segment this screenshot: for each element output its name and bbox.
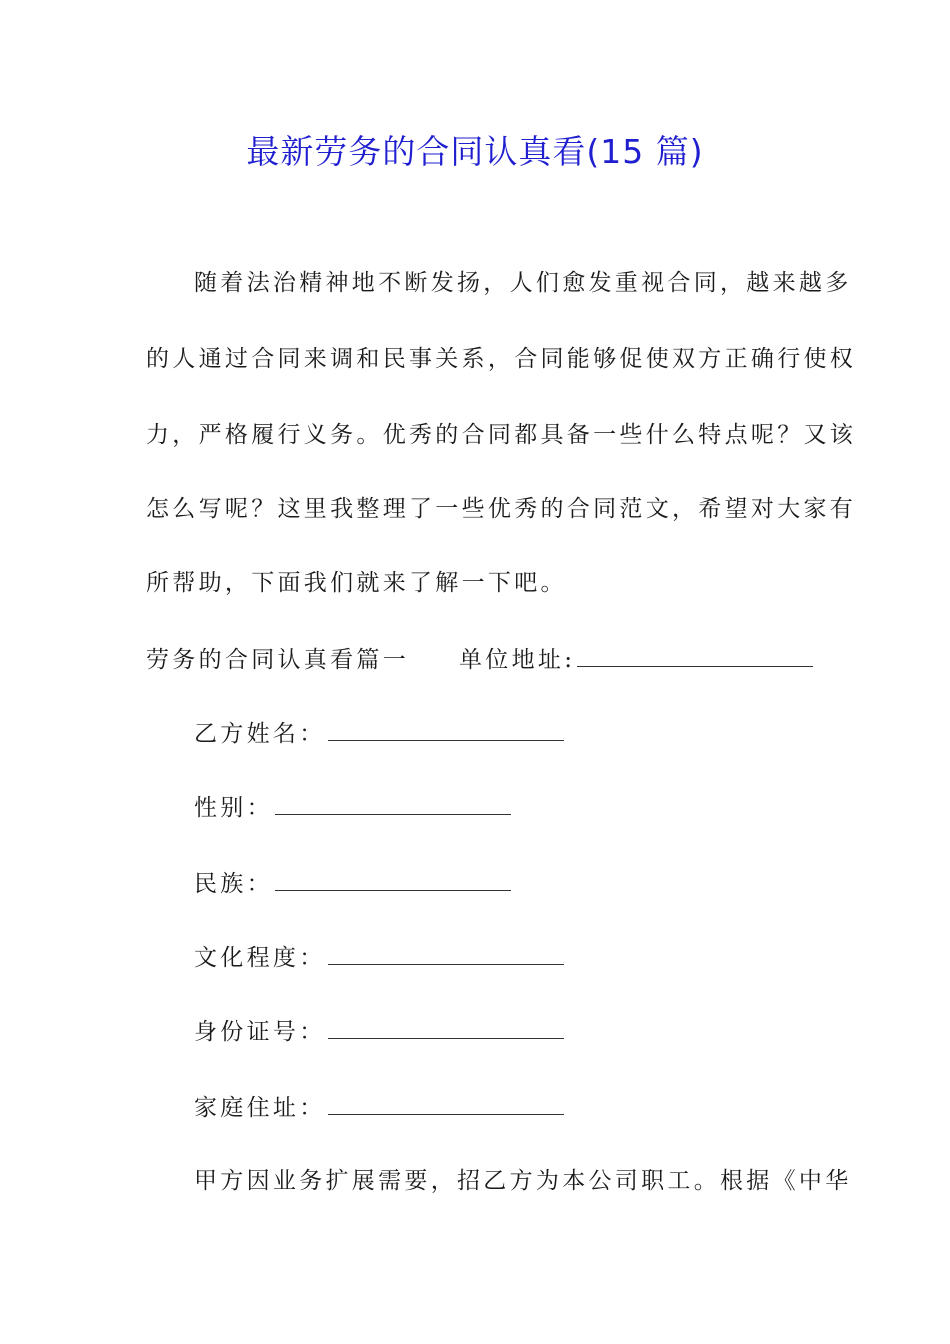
party-b-name-row: [194, 718, 564, 749]
unit-address-blank: [577, 644, 813, 667]
id-number-blank: [328, 1016, 564, 1039]
section-heading: 劳务的合同认真看篇一: [146, 647, 409, 673]
gender-blank: [275, 792, 511, 815]
ethnicity-blank: [275, 868, 511, 891]
education-blank: [328, 942, 564, 965]
ethnicity-row: [194, 868, 511, 899]
document-title: 最新劳务的合同认真看(15 篇): [246, 132, 704, 171]
gender-row: [194, 792, 511, 823]
intro-line-4: 怎么写呢？这里我整理了一些优秀的合同范文，希望对大家有: [146, 496, 857, 522]
party-b-name-blank: [328, 718, 564, 741]
party-b-name-label: 乙方姓名：: [194, 721, 326, 747]
id-number-row: [194, 1016, 564, 1047]
home-address-label: 家庭住址：: [194, 1095, 326, 1121]
intro-line-2: 的人通过合同来调和民事关系，合同能够促使双方正确行使权: [146, 346, 857, 372]
home-address-row: [194, 1092, 564, 1123]
intro-line-3: 力，严格履行义务。优秀的合同都具备一些什么特点呢？又该: [146, 422, 857, 448]
id-number-label: 身份证号：: [194, 1019, 326, 1045]
ethnicity-label: 民族：: [194, 871, 273, 897]
section-heading-row: [146, 644, 813, 675]
closing-line: 甲方因业务扩展需要，招乙方为本公司职工。根据《中华: [194, 1168, 852, 1194]
home-address-blank: [328, 1092, 564, 1115]
unit-address-label: 单位地址:: [459, 647, 576, 673]
intro-line-5: 所帮助，下面我们就来了解一下吧。: [146, 570, 567, 596]
gender-label: 性别：: [194, 795, 273, 821]
education-label: 文化程度：: [194, 945, 326, 971]
education-row: [194, 942, 564, 973]
intro-line-1: 随着法治精神地不断发扬，人们愈发重视合同，越来越多: [194, 270, 852, 296]
